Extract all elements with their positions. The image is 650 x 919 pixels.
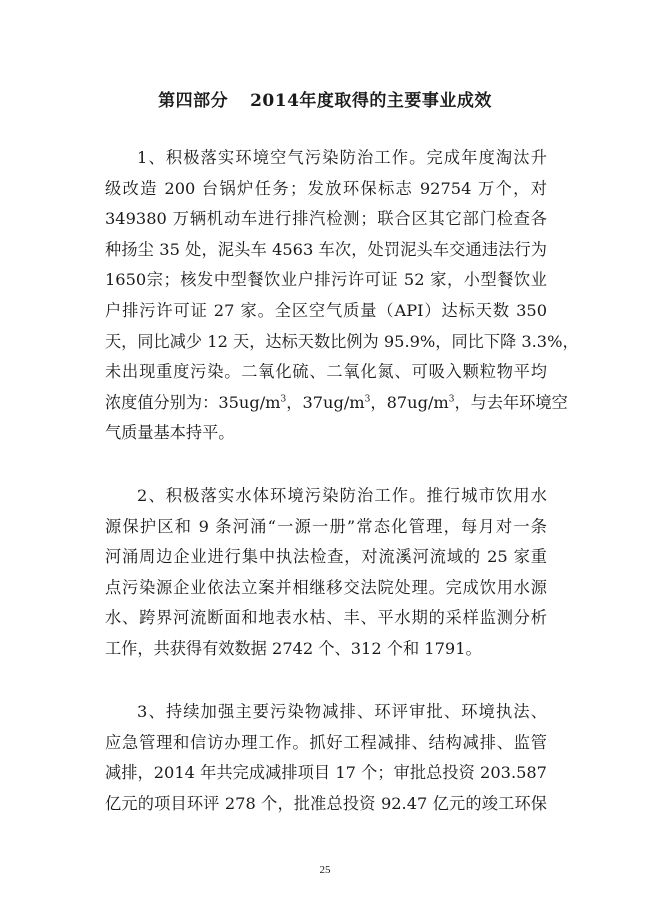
unit-exponent: 3: [280, 394, 287, 405]
paragraph-line: 1、积极落实环境空气污染防治工作。完成年度淘汰升: [137, 148, 547, 167]
paragraph-line: 点污染源企业依法立案并相继移交法院处理。完成饮用水源: [105, 577, 547, 597]
unit-exponent: 3: [364, 394, 371, 405]
paragraph-line: 户排污许可证 27 家。全区空气质量（API）达标天数 350: [105, 300, 547, 320]
paragraph-line: 种扬尘 35 处，泥头车 4563 车次，处罚泥头车交通违法行为: [105, 239, 547, 259]
paragraph-line: 气质量基本持平。: [105, 423, 235, 443]
paragraph-line: 源保护区和 9 条河涌“一源一册”常态化管理，每月对一条: [105, 516, 547, 536]
paragraph-line: 河涌周边企业进行集中执法检查，对流溪河流域的 25 家重: [105, 547, 547, 567]
paragraph-water-pollution: [105, 481, 547, 665]
concentration-no2: 37ug/m: [302, 392, 365, 412]
paragraph-line: 减排，2014 年共完成减排项目 17 个；审批总投资 203.587: [105, 763, 547, 783]
paragraph-air-pollution: [105, 143, 579, 449]
paragraph-line: 3、持续加强主要污染物减排、环评审批、环境执法、: [137, 702, 547, 721]
concentration-prefix: 浓度值分别为：: [105, 392, 219, 412]
paragraph-emission-reduction: [105, 697, 547, 819]
heading-title: 2014年度取得的主要事业成效: [250, 91, 492, 111]
section-heading: [0, 86, 650, 111]
paragraph-line-concentrations: 浓度值分别为：$35ug/m^3$，$37ug/m^3$，$87ug/m^3$，与去年环境空: [105, 392, 568, 412]
heading-part: 第四部分: [158, 91, 229, 111]
concentration-pm10: 87ug/m: [386, 392, 449, 412]
concentration-so2: 35ug/m: [218, 392, 281, 412]
paragraph-line: 亿元的项目环评 278 个，批准总投资 92.47 亿元的竣工环保: [105, 793, 547, 813]
paragraph-line: 349380 万辆机动车进行排汽检测；联合区其它部门检查各: [105, 209, 547, 229]
paragraph-line: 应急管理和信访办理工作。抓好工程减排、结构减排、监管: [105, 732, 547, 752]
page-number: 25: [319, 864, 331, 876]
unit-exponent: 3: [448, 394, 455, 405]
paragraph-line: 级改造 200 台锅炉任务；发放环保标志 92754 万个，对: [105, 178, 547, 198]
paragraph-line: 天，同比减少 12 天，达标天数比例为 95.9%，同比下降 3.3%，: [105, 331, 579, 351]
paragraph-line: 1650宗；核发中型餐饮业户排污许可证 52 家，小型餐饮业: [105, 270, 547, 290]
paragraph-line: 工作，共获得有效数据 2742 个、312 个和 1791。: [105, 638, 482, 658]
paragraph-line: 2、积极落实水体环境污染防治工作。推行城市饮用水: [137, 486, 547, 505]
paragraph-line: 水、跨界河流断面和地表水枯、丰、平水期的采样监测分析: [105, 608, 547, 628]
concentration-suffix: ，与去年环境空: [454, 392, 568, 412]
paragraph-line: 未出现重度污染。二氧化硫、二氧化氮、可吸入颗粒物平均: [105, 362, 547, 382]
